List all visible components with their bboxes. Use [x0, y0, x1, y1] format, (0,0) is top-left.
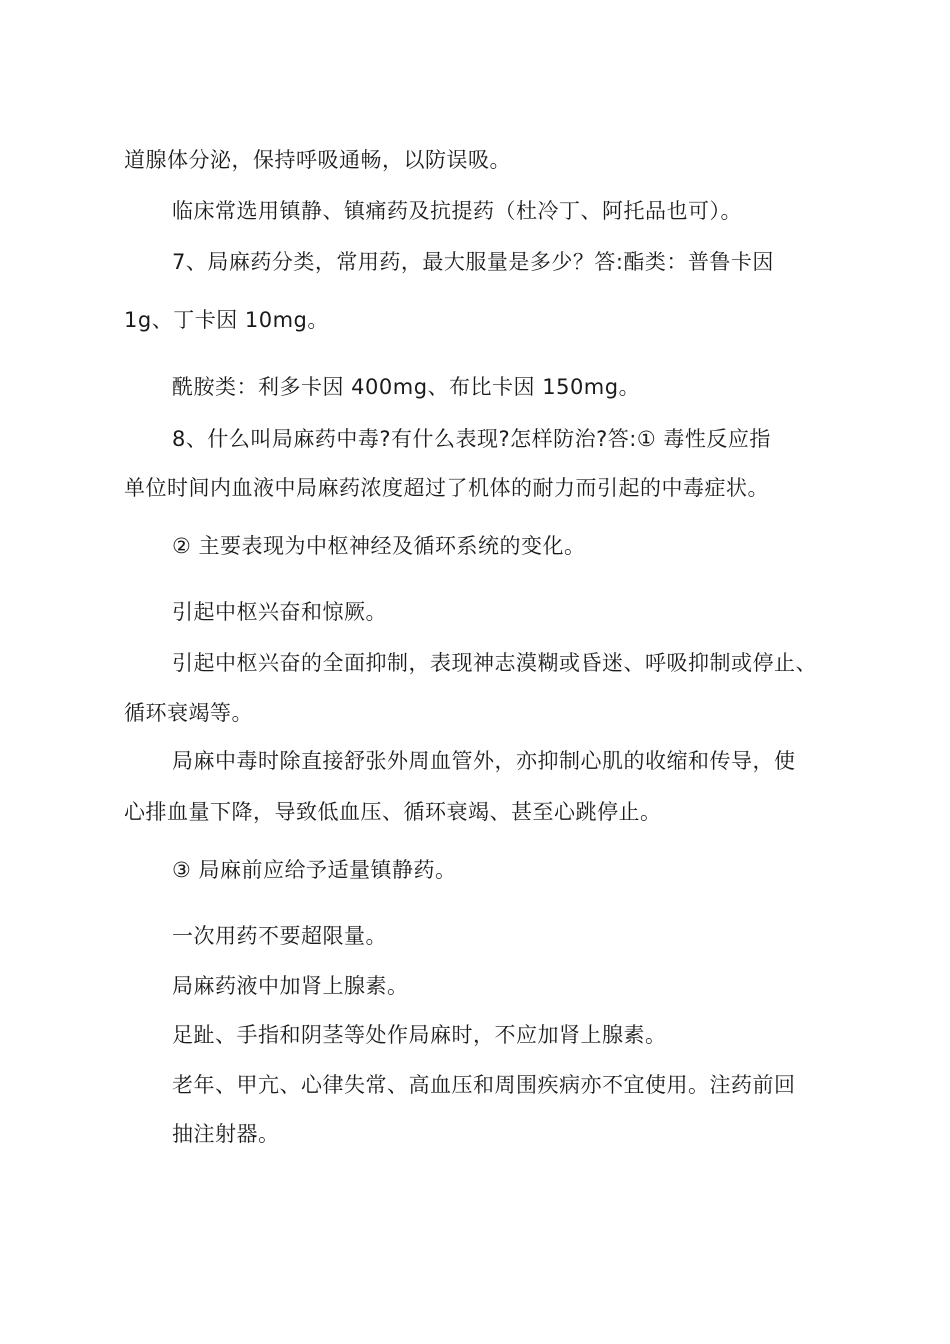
- text-line: 8、什么叫局麻药中毒?有什么表现?怎样防治?答:① 毒性反应指: [172, 427, 771, 451]
- text-line: 心排血量下降，导致低血压、循环衰竭、甚至心跳停止。: [124, 800, 662, 824]
- text-line: 酰胺类：利多卡因 400mg、布比卡因 150mg。: [172, 375, 641, 399]
- text-line: ② 主要表现为中枢神经及循环系统的变化。: [172, 534, 586, 558]
- text-line: 足趾、手指和阴茎等处作局麻时，不应加肾上腺素。: [172, 1023, 667, 1047]
- text-line: 临床常选用镇静、镇痛药及抗提药（杜冷丁、阿托品也可）。: [172, 199, 742, 223]
- text-line: 老年、甲亢、心律失常、高血压和周围疾病亦不宜使用。注药前回: [172, 1073, 796, 1097]
- text-line: 局麻中毒时除直接舒张外周血管外，亦抑制心肌的收缩和传导，使: [172, 749, 796, 773]
- text-line: 1g、丁卡因 10mg。: [124, 308, 329, 332]
- text-line: 引起中枢兴奋的全面抑制，表现神志漠糊或昏迷、呼吸抑制或停止、: [172, 651, 817, 675]
- text-line: 引起中枢兴奋和惊厥。: [172, 600, 387, 624]
- text-line: 抽注射器。: [172, 1122, 280, 1146]
- text-line: 单位时间内血液中局麻药浓度超过了机体的耐力而引起的中毒症状。: [124, 476, 769, 500]
- text-line: 局麻药液中加肾上腺素。: [172, 974, 409, 998]
- text-line: ③ 局麻前应给予适量镇静药。: [172, 858, 457, 882]
- text-line: 循环衰竭等。: [124, 701, 253, 725]
- text-line: 一次用药不要超限量。: [172, 924, 387, 948]
- text-line: 7、局麻药分类，常用药，最大服量是多少？答:酯类：普鲁卡因: [172, 250, 774, 274]
- text-line: 道腺体分泌，保持呼吸通畅，以防误吸。: [124, 148, 511, 172]
